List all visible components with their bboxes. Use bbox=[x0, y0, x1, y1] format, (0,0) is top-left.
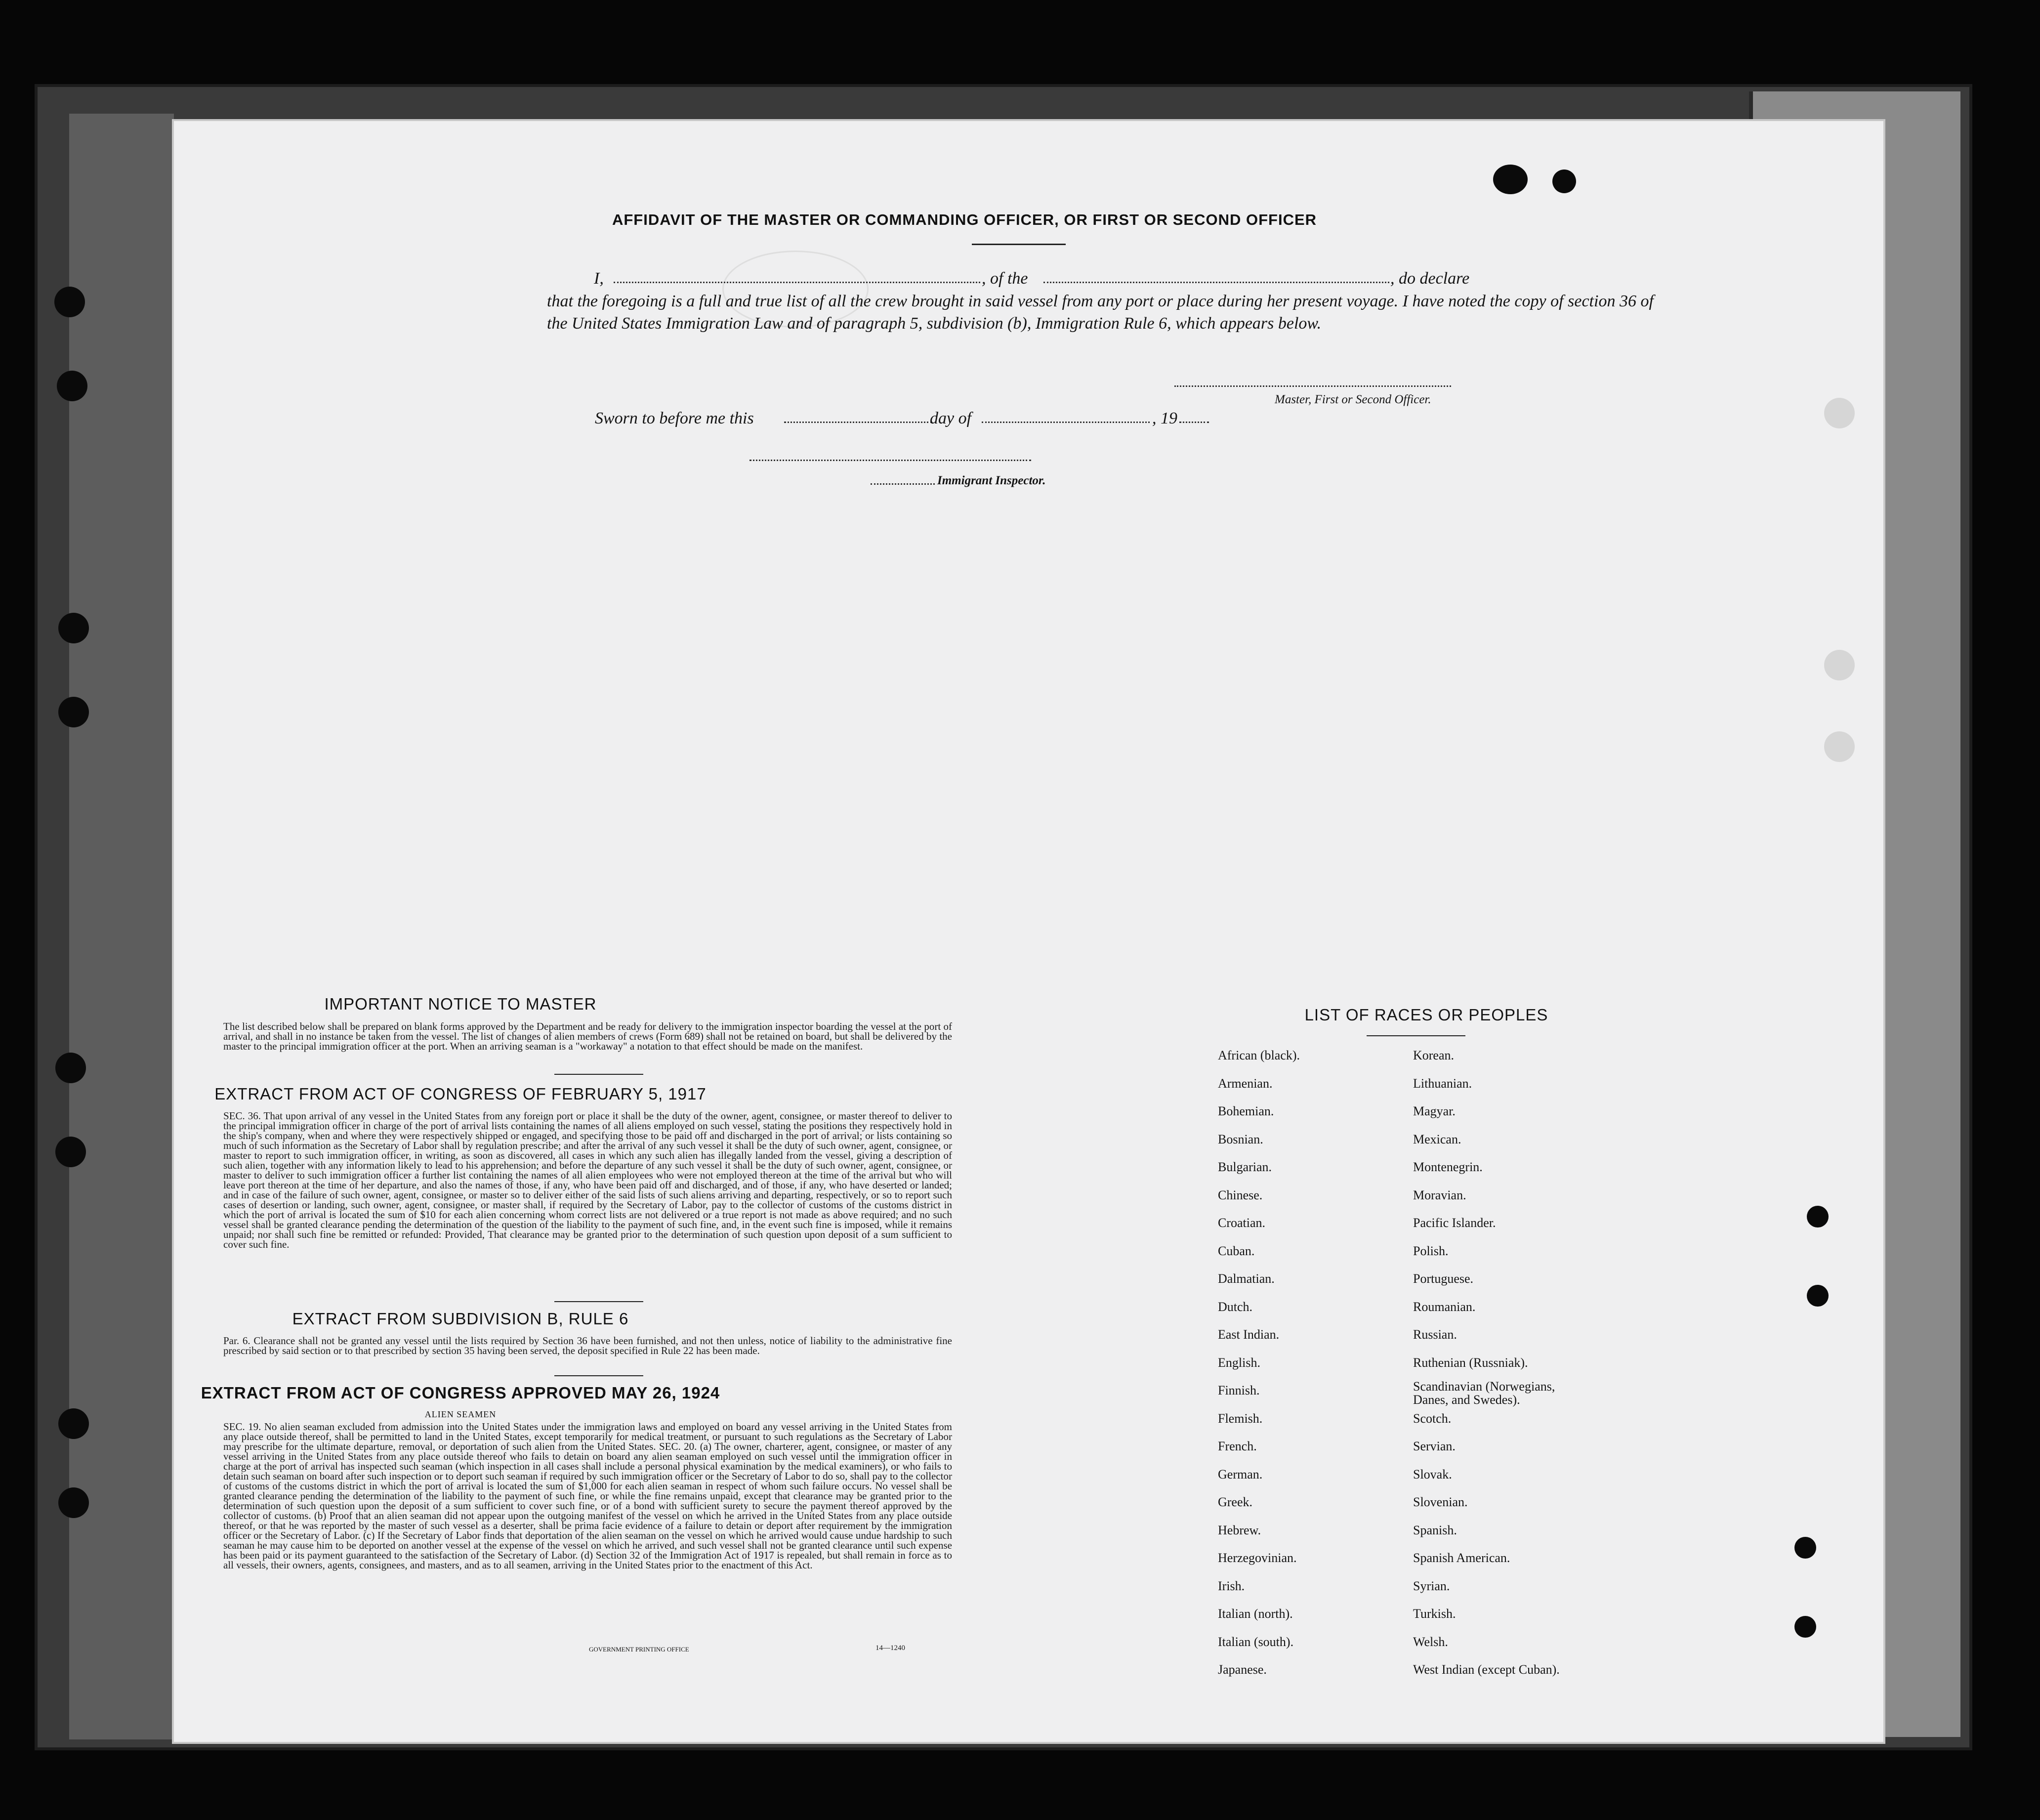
affidavit-of-the: , of the bbox=[982, 269, 1028, 288]
punch-hole bbox=[1824, 731, 1855, 762]
races-column-1 bbox=[1218, 1042, 1300, 1684]
vessel-blank bbox=[1043, 282, 1389, 283]
form-number: 14—1240 bbox=[875, 1644, 905, 1652]
race-item: English. bbox=[1218, 1355, 1260, 1370]
year-blank bbox=[1179, 422, 1209, 423]
race-item: Dalmatian. bbox=[1218, 1271, 1275, 1286]
affidavit-title: AFFIDAVIT OF THE MASTER OR COMMANDING OFFICER, OR FIRST OR SECOND OFFICER bbox=[612, 211, 1317, 228]
binder-hole bbox=[55, 1053, 86, 1083]
race-item: Bohemian. bbox=[1218, 1104, 1274, 1118]
section-rule bbox=[554, 1301, 643, 1302]
race-item: Korean. bbox=[1413, 1048, 1455, 1062]
master-signature-line bbox=[1174, 385, 1451, 387]
race-item: Scandinavian (Norwegians, Danes, and Swedes). bbox=[1413, 1379, 1555, 1407]
inspector-lead-dots bbox=[871, 483, 935, 485]
race-item: Slovak. bbox=[1413, 1467, 1452, 1481]
punch-hole bbox=[1807, 1206, 1829, 1227]
extract-1924-text: SEC. 19. No alien seaman excluded from admission into the United States under the immigration laws and employed on board any vessel arriving in the United States from any place outside thereof, shall be permitted to land in the United States, except temporarily for medical treatment, or pursuant to such regulations as the Secretary of Labor may prescribe for the ultimate departure, removal, or deportation of such alien from the United States. SEC. 20. (a) The owner, charterer, agent, consignee, or master of any vessel arriving in the United States from any place outside thereof who fails to detain on board any alien seaman employed on such vessel until the immigration officer in charge at the port of arrival has inspected such seaman (which inspection in all cases shall include a personal physical examination by the medical examiners), or who fails to detain such seaman on board after such inspection or to deport such seaman if required by such immigration officer or the Secretary of Labor to do so, shall pay to the collector of customs of the customs district in which the port of arrival is located the sum of $1,000 for each alien seaman in respect of whom such failure occurs. No vessel shall be granted clearance pending the determination of the liability to the payment of such fine, or while the fine remains unpaid, except that clearance may be granted prior to the determination of such question upon the deposit of a sum sufficient to cover such fine, or of a bond with sufficient surety to secure the payment thereof approved by the collector of customs. (b) Proof that an alien seaman did not appear upon the outgoing manifest of the vessel on which he arrived in the United States from any place outside thereof, or that he was reported by the master of such vessel as a deserter, shall be prima facie evidence of a failure to detain or deport after requirement by the immigration officer or the Secretary of Labor. (c) If the Secretary of Labor finds that deportation of the alien seaman on the vessel on which he arrived would cause undue hardship to such seaman he may cause him to be deported on another vessel at the expense of the vessel on which he arrived, and such vessel shall not be granted clearance until such expense has been paid or its payment guaranteed to the satisfaction of the Secretary of Labor. (d) Section 32 of the Immigration Act of 1917 is repealed, but shall remain in force as to all vessels, their owners, agents, consignees, and masters, and as to all seamen, arriving in the United States prior to the enactment of this Act. bbox=[223, 1421, 952, 1571]
punch-hole bbox=[1824, 650, 1855, 680]
race-item: Russian. bbox=[1413, 1327, 1457, 1342]
year-label: , 19 bbox=[1152, 409, 1177, 427]
race-item: French. bbox=[1218, 1439, 1257, 1453]
race-item: Italian (north). bbox=[1218, 1607, 1293, 1621]
races-list bbox=[1218, 1042, 1603, 1694]
race-item: Greek. bbox=[1218, 1495, 1253, 1509]
printer-imprint: GOVERNMENT PRINTING OFFICE bbox=[589, 1646, 689, 1653]
punch-hole bbox=[1794, 1537, 1816, 1559]
ink-blot bbox=[1552, 169, 1576, 193]
day-of-label: day of bbox=[930, 409, 972, 427]
notice-title: IMPORTANT NOTICE TO MASTER bbox=[324, 995, 597, 1013]
race-item: Bulgarian. bbox=[1218, 1160, 1272, 1174]
race-item: Portuguese. bbox=[1413, 1271, 1474, 1286]
race-item: Scotch. bbox=[1413, 1411, 1452, 1426]
race-item: Italian (south). bbox=[1218, 1634, 1294, 1649]
affidavit-i: I, bbox=[594, 269, 604, 288]
races-rule bbox=[1367, 1035, 1465, 1036]
race-item: Polish. bbox=[1413, 1243, 1449, 1258]
race-item: Chinese. bbox=[1218, 1187, 1263, 1202]
section-rule bbox=[554, 1375, 643, 1376]
extract-1917-title: EXTRACT FROM ACT OF CONGRESS OF FEBRUARY 5, 1917 bbox=[214, 1085, 707, 1103]
binder-hole bbox=[58, 697, 89, 727]
binder-hole bbox=[54, 287, 85, 317]
sworn-day-blank bbox=[784, 422, 932, 423]
race-item: East Indian. bbox=[1218, 1327, 1280, 1342]
affidavit-declare: , do declare bbox=[1390, 269, 1470, 288]
race-item: Armenian. bbox=[1218, 1076, 1273, 1091]
punch-hole bbox=[1824, 398, 1855, 428]
race-item: Slovenian. bbox=[1413, 1495, 1468, 1509]
title-rule bbox=[972, 244, 1066, 245]
race-item: Moravian. bbox=[1413, 1187, 1466, 1202]
binder-hole bbox=[57, 371, 87, 401]
section-rule bbox=[554, 1074, 643, 1075]
name-blank bbox=[614, 282, 980, 283]
affidavit-body: that the foregoing is a full and true list of all the crew brought in said vessel from any port or place during her present voyage. I have noted the copy of section 36 of the United States Immigration Law and of paragraph 5, subdivision (b), Immigration Rule 6, which appears below. bbox=[547, 292, 1654, 333]
race-item: West Indian (except Cuban). bbox=[1413, 1662, 1560, 1677]
race-item: Spanish American. bbox=[1413, 1551, 1510, 1565]
race-item: Spanish. bbox=[1413, 1523, 1457, 1537]
race-item: Ruthenian (Russniak). bbox=[1413, 1355, 1528, 1370]
master-signature-label: Master, First or Second Officer. bbox=[1275, 393, 1431, 406]
race-item: Hebrew. bbox=[1218, 1523, 1261, 1537]
race-item: German. bbox=[1218, 1467, 1263, 1481]
race-item: Lithuanian. bbox=[1413, 1076, 1472, 1091]
race-item: Pacific Islander. bbox=[1413, 1216, 1496, 1230]
subdivision-text: Par. 6. Clearance shall not be granted any vessel until the lists required by Section 36 have been furnished, and not then unless, notice of liability to the administrative fine prescribed by said section or to that prescribed by section 35 having been served, the deposit specified in Rule 22 has been made. bbox=[223, 1335, 952, 1356]
inspector-signature-line bbox=[749, 460, 1031, 461]
races-title: LIST OF RACES OR PEOPLES bbox=[1304, 1006, 1548, 1024]
race-item: Herzegovinian. bbox=[1218, 1551, 1297, 1565]
notice-text: The list described below shall be prepared on blank forms approved by the Department and be ready for delivery to the immigration inspector boarding the vessel at the port of arrival, and shall in no instance be taken from the vessel. The list of changes of alien members of crews (Form 689) shall not be retained on board, but shall be delivered by the master to the principal immigration officer at the port. When an arriving seaman is a "workaway" a notation to that effect should be made on the manifest. bbox=[223, 1020, 952, 1052]
binder-hole bbox=[58, 1487, 89, 1518]
race-item: Magyar. bbox=[1413, 1104, 1456, 1118]
binder-hole bbox=[55, 1137, 86, 1167]
alien-seamen-subtitle: ALIEN SEAMEN bbox=[424, 1409, 497, 1419]
race-item: Montenegrin. bbox=[1413, 1160, 1483, 1174]
ink-blot bbox=[1493, 165, 1528, 194]
month-blank bbox=[982, 422, 1150, 423]
inspector-label: Immigrant Inspector. bbox=[937, 474, 1046, 487]
race-item: Croatian. bbox=[1218, 1216, 1266, 1230]
race-item: Finnish. bbox=[1218, 1383, 1260, 1397]
extract-1924-title: EXTRACT FROM ACT OF CONGRESS APPROVED MAY 26, 1924 bbox=[201, 1384, 720, 1402]
race-item: Dutch. bbox=[1218, 1299, 1253, 1314]
race-item: Welsh. bbox=[1413, 1634, 1448, 1649]
subdivision-title: EXTRACT FROM SUBDIVISION B, RULE 6 bbox=[292, 1310, 629, 1328]
race-item: Servian. bbox=[1413, 1439, 1456, 1453]
race-item: Flemish. bbox=[1218, 1411, 1263, 1426]
affidavit-sheet bbox=[174, 121, 1883, 1742]
races-column-2 bbox=[1413, 1042, 1576, 1684]
punch-hole bbox=[1794, 1616, 1816, 1638]
race-item: Bosnian. bbox=[1218, 1132, 1263, 1146]
race-item: Turkish. bbox=[1413, 1607, 1456, 1621]
sworn-label: Sworn to before me this bbox=[595, 409, 754, 427]
race-item: Irish. bbox=[1218, 1578, 1245, 1593]
race-item: Cuban. bbox=[1218, 1243, 1255, 1258]
binder-hole bbox=[58, 613, 89, 643]
extract-1917-text: SEC. 36. That upon arrival of any vessel in the United States from any foreign port or place it shall be the duty of the owner, agent, consignee, or master thereof to deliver to the principal immigration officer in charge of the port of arrival lists containing the names of all aliens employed on such vessel, stating the positions they respectively hold in the ship's company, when and where they were respectively shipped or engaged, and specifying those to be paid off and discharged in the port of arrival; or lists containing so much of such information as the Secretary of Labor shall by regulation prescribe; and after the arrival of any such vessel it shall be the duty of such owner, agent, consignee, or master to report to such immigration officer, in writing, as soon as discovered, all cases in which any such alien has illegally landed from the vessel, giving a description of such alien, together with any information likely to lead to his apprehension; and before the departure of any such vessel it shall be the duty of such owner, agent, consignee, or master to deliver to such immigration officer a further list containing the names of all alien employees who were not employed thereon at the time of the arrival but who will leave port thereon at the time of her departure, and also the names of those, if any, who have been paid off and discharged, and of those, if any, who have deserted or landed; and in case of the failure of such owner, agent, consignee, or master so to deliver either of the said lists of such aliens arriving and departing, respectively, or so to report such cases of desertion or landing, such owner, agent, consignee, or master shall, if required by the Secretary of Labor, pay to the collector of customs of the customs district in which the port of arrival is located the sum of $10 for each alien concerning whom correct lists are not delivered or a true report is not made as above required; and no such vessel shall be granted clearance pending the determination of the question of the liability to the payment of such fine, and, in the event such fine is imposed, while it remains unpaid; nor shall such fine be remitted or refunded: Provided, That clearance may be granted prior to the determination of such question upon deposit of a sum sufficient to cover such fine. bbox=[223, 1110, 952, 1250]
punch-hole bbox=[1807, 1285, 1829, 1307]
race-item: Syrian. bbox=[1413, 1578, 1450, 1593]
race-item: Japanese. bbox=[1218, 1662, 1267, 1677]
race-item: African (black). bbox=[1218, 1048, 1300, 1062]
race-item: Roumanian. bbox=[1413, 1299, 1476, 1314]
race-item: Mexican. bbox=[1413, 1132, 1461, 1146]
